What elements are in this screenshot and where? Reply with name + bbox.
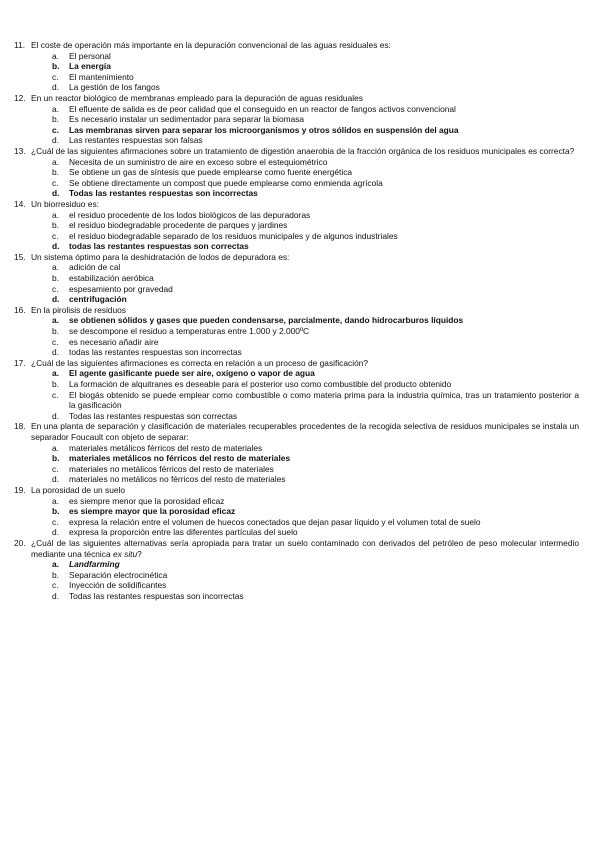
option-text: Inyección de solidificantes [69, 580, 167, 591]
option-letter: a. [52, 209, 59, 220]
option-letter: a. [52, 495, 59, 506]
option-list [14, 262, 579, 304]
question-stem [14, 421, 579, 442]
option-letter: a. [52, 368, 59, 379]
option-text: Se obtiene un gas de síntesis que puede emplearse como fuente energética [69, 167, 353, 178]
question-stem [14, 199, 579, 210]
option-letter: a. [52, 156, 59, 167]
answer-option [52, 591, 579, 602]
option-letter: c. [52, 389, 59, 400]
option-text: el residuo biodegradable procedente de parques y jardines [69, 220, 288, 231]
answer-option [52, 178, 579, 189]
option-letter: d. [52, 241, 60, 252]
answer-option [52, 167, 579, 178]
option-letter: b. [52, 569, 59, 580]
option-list [14, 210, 579, 252]
question-block [14, 252, 579, 305]
answer-option [52, 315, 579, 326]
answer-option [52, 527, 579, 538]
answer-option [52, 241, 579, 252]
option-letter: a. [52, 262, 59, 273]
option-text: La formación de alquitranes es deseable para el posterior uso como combustible del producto obtenido [69, 379, 452, 389]
correct-option-text: materiales metálicos no férricos del resto de materiales [69, 453, 291, 464]
option-letter: b. [52, 453, 60, 464]
option-text: expresa la proporción entre las diferentes partículas del suelo [69, 527, 298, 538]
option-text: El mantenimiento [69, 71, 134, 82]
question-block [14, 538, 579, 602]
answer-option [52, 517, 579, 528]
option-letter: a. [52, 559, 59, 570]
option-letter: a. [52, 442, 59, 453]
answer-option [52, 262, 579, 273]
answer-option [52, 157, 579, 168]
question-number: 16. [14, 304, 26, 315]
option-text: se descompone el residuo a temperaturas entre 1.000 y 2.000ºC [69, 326, 310, 337]
answer-option [52, 188, 579, 199]
option-text: Las restantes respuestas son falsas [69, 135, 203, 146]
option-letter: b. [52, 326, 59, 337]
correct-option-text: centrifugación [69, 294, 127, 305]
option-letter: c. [52, 336, 59, 347]
option-text: el residuo procedente de los lodos biológicos de las depuradoras [69, 209, 311, 220]
question-stem [14, 93, 579, 104]
question-stem [14, 252, 579, 263]
question-text-italic: ex situ [112, 548, 138, 559]
question-number: 19. [14, 484, 26, 495]
option-text: Es necesario instalar un sedimentador para separar la biomasa [69, 114, 305, 125]
answer-option [52, 496, 579, 507]
answer-option [52, 231, 579, 242]
option-list [14, 443, 579, 485]
option-text: El personal [69, 50, 111, 61]
option-letter: d. [52, 347, 59, 358]
option-text: Todas las restantes respuestas son incorrectas [69, 590, 244, 601]
option-text: es siempre menor que la porosidad eficaz [69, 495, 225, 506]
question-text: ¿Cuál de las siguientes alternativas sería apropiada para tratar un suelo contaminado con derivados del petróleo de peso molecular intermedio mediante una técnica ex situ? [31, 537, 579, 559]
option-text: El biogás obtenido se puede emplear como combustible o como materia prima para la industria química, tras un tratamiento posterior a la gasificación [69, 389, 579, 411]
question-block [14, 40, 579, 93]
question-text: En la pirolisis de residuos [31, 304, 126, 315]
question-number: 17. [14, 357, 26, 368]
option-text: materiales no metálicos no férricos del resto de materiales [69, 474, 286, 485]
question-stem [14, 40, 579, 51]
option-list [14, 368, 579, 421]
answer-option [52, 580, 579, 591]
answer-option [52, 294, 579, 305]
option-text: todas las restantes respuestas son incorrectas [69, 347, 242, 358]
answer-option [52, 390, 579, 411]
answer-option [52, 61, 579, 72]
answer-option [52, 114, 579, 125]
option-list [14, 496, 579, 538]
option-text: espesamiento por gravedad [69, 283, 173, 294]
correct-option-text: Todas las restantes respuestas son incorrectas [69, 188, 258, 199]
question-text: ¿Cuál de las siguientes afirmaciones sobre un tratamiento de digestión anaerobia de la fracción orgánica de los residuos municipales es correcta? [31, 145, 575, 156]
answer-option [52, 284, 579, 295]
question-stem [14, 358, 579, 369]
question-block [14, 93, 579, 146]
answer-option [52, 210, 579, 221]
question-number: 15. [14, 251, 26, 262]
question-text: En una planta de separación y clasificación de materiales recuperables procedentes de la recogida selectiva de residuos municipales se instala un separador Foucault con objeto de separar: [31, 421, 579, 442]
option-text: Se obtiene directamente un compost que puede emplearse como enmienda agrícola [69, 177, 383, 188]
answer-option [52, 411, 579, 422]
option-letter: d. [52, 410, 59, 421]
option-text: estabilización aeróbica [69, 273, 154, 284]
answer-option [52, 326, 579, 337]
option-letter: c. [52, 580, 59, 591]
answer-option [52, 125, 579, 136]
answer-option [52, 506, 579, 517]
option-text: materiales no metálicos férricos del resto de materiales [69, 463, 274, 474]
option-letter: d. [52, 590, 59, 601]
option-text: es necesario añadir aire [69, 336, 159, 347]
option-list [14, 104, 579, 146]
option-list [14, 315, 579, 357]
answer-option [52, 453, 579, 464]
option-letter: c. [52, 177, 59, 188]
option-letter: a. [52, 50, 59, 61]
option-letter: b. [52, 506, 60, 517]
option-text: Necesita de un suministro de aire en exceso sobre el estequiométrico [69, 156, 328, 167]
question-stem [14, 538, 579, 559]
question-number: 12. [14, 92, 26, 103]
option-letter: d. [52, 474, 59, 485]
answer-option [52, 82, 579, 93]
option-letter: b. [52, 61, 60, 72]
answer-option [52, 464, 579, 475]
correct-option-text: se obtienen sólidos y gases que pueden condensarse, parcialmente, dando hidrocarburos líquidos [69, 315, 464, 326]
option-letter: b. [52, 220, 59, 231]
option-letter: d. [52, 135, 59, 146]
option-letter: d. [52, 82, 59, 93]
question-stem [14, 485, 579, 496]
correct-option-text: El agente gasificante puede ser aire, oxígeno o vapor de agua [69, 368, 315, 379]
option-letter: d. [52, 188, 60, 199]
option-letter: b. [52, 379, 59, 389]
answer-option [52, 368, 579, 379]
option-text: El efluente de salida es de peor calidad que el conseguido en un reactor de fangos activos convencional [69, 103, 456, 114]
option-text: Todas las restantes respuestas son correctas [69, 410, 238, 421]
question-stem [14, 305, 579, 316]
answer-option [52, 559, 579, 570]
answer-option [52, 72, 579, 83]
answer-option [52, 570, 579, 581]
option-letter: d. [52, 527, 59, 538]
option-text: adición de cal [69, 262, 121, 273]
question-block [14, 146, 579, 199]
question-block [14, 485, 579, 538]
question-text: La porosidad de un suelo [31, 484, 126, 495]
option-list [14, 51, 579, 93]
correct-option-text: La energía [69, 61, 111, 72]
question-list [14, 40, 579, 601]
answer-option [52, 273, 579, 284]
answer-option [52, 104, 579, 115]
correct-option-text: es siempre mayor que la porosidad eficaz [69, 506, 236, 517]
option-letter: b. [52, 114, 59, 125]
answer-option [52, 135, 579, 146]
question-number: 11. [14, 40, 26, 50]
option-text: materiales metálicos férricos del resto de materiales [69, 442, 263, 453]
option-letter: c. [52, 516, 59, 527]
answer-option [52, 347, 579, 358]
option-letter: b. [52, 273, 59, 284]
correct-option-text: Landfarming [69, 559, 120, 570]
option-letter: c. [52, 124, 59, 135]
correct-option-text: todas las restantes respuestas son correctas [69, 241, 249, 252]
question-number: 14. [14, 198, 26, 209]
option-text: La gestión de los fangos [69, 82, 160, 93]
question-number: 20. [14, 537, 26, 548]
option-letter: c. [52, 230, 59, 241]
question-block [14, 421, 579, 485]
question-text: ¿Cuál de las siguientes afirmaciones es correcta en relación a un proceso de gasificación? [31, 357, 369, 368]
question-number: 13. [14, 145, 26, 156]
option-text: expresa la relación entre el volumen de huecos conectados que dejan pasar líquido y el volumen total de suelo [69, 516, 481, 527]
option-letter: b. [52, 167, 59, 178]
question-text: En un reactor biológico de membranas empleado para la depuración de aguas residuales [31, 92, 363, 103]
option-list [14, 559, 579, 601]
question-block [14, 199, 579, 252]
question-text: El coste de operación más importante en la depuración convencional de las aguas residuales es: [31, 40, 391, 50]
option-letter: c. [52, 283, 59, 294]
answer-option [52, 474, 579, 485]
option-letter: d. [52, 294, 60, 305]
answer-option [52, 443, 579, 454]
question-text: Un biorresiduo es: [31, 198, 99, 209]
option-letter: c. [52, 71, 59, 82]
question-stem [14, 146, 579, 157]
question-text: Un sistema óptimo para la deshidratación de lodos de depuradora es: [31, 251, 290, 262]
answer-option [52, 337, 579, 348]
answer-option [52, 220, 579, 231]
option-text: Separación electrocinética [69, 569, 168, 580]
question-number: 18. [14, 421, 26, 432]
correct-option-text: Las membranas sirven para separar los microorganismos y otros sólidos en suspensión del agua [69, 124, 459, 135]
option-letter: a. [52, 315, 59, 326]
question-block [14, 305, 579, 358]
question-block [14, 358, 579, 422]
option-letter: c. [52, 463, 59, 474]
answer-option [52, 379, 579, 390]
answer-option [52, 51, 579, 62]
option-letter: a. [52, 103, 59, 114]
option-text: el residuo biodegradable separado de los residuos municipales y de algunos industriales [69, 230, 398, 241]
option-list [14, 157, 579, 199]
